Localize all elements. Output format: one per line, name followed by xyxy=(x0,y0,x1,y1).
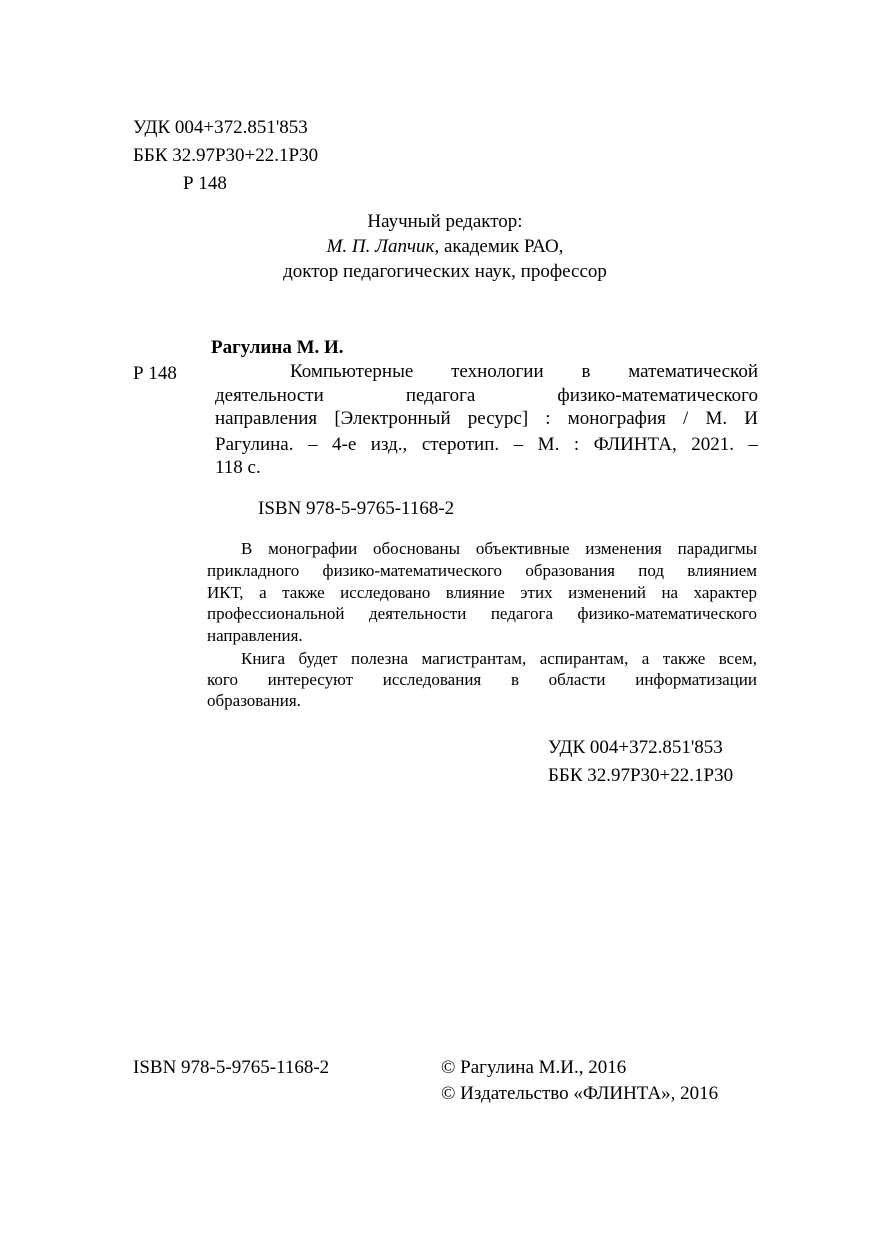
bib-line-4: Рагулина. – 4-е изд., стеротип. – М. : ФЛИНТА, 2021. – xyxy=(215,434,758,455)
footer-isbn: ISBN 978-5-9765-1168-2 xyxy=(133,1057,330,1078)
bbk-code: ББК 32.97Р30+22.1Р30 xyxy=(133,145,319,166)
editor-heading: Научный редактор: xyxy=(367,211,523,232)
bbk-code-repeat: ББК 32.97Р30+22.1Р30 xyxy=(548,765,734,786)
annotation-p2-line-3: образования. xyxy=(207,691,301,710)
editor-name-line xyxy=(250,236,640,258)
bib-line-1: Компьютерные технологии в математической xyxy=(290,361,758,382)
bib-line-3: направления [Электронный ресурс] : монография / М. И xyxy=(215,408,758,429)
bib-line-2: деятельности педагога физико-математического xyxy=(215,385,758,406)
bib-author: Рагулина М. И. xyxy=(211,337,344,358)
annotation-p1-line-1: В монографии обоснованы объективные изменения парадигмы xyxy=(241,539,757,558)
udk-code: УДК 004+372.851'853 xyxy=(133,117,308,138)
annotation-p1-line-5: направления. xyxy=(207,626,303,645)
author-sign: Р 148 xyxy=(183,173,227,194)
annotation-p1-line-4: профессиональной деятельности педагога физико-математического xyxy=(207,604,757,623)
editor-degree: доктор педагогических наук, профессор xyxy=(283,261,607,282)
bib-author-sign: Р 148 xyxy=(133,363,177,384)
annotation-p1-line-2: прикладного физико-математического образования под влиянием xyxy=(207,561,757,580)
bib-line-5: 118 с. xyxy=(215,457,261,478)
annotation-p1-line-3: ИКТ, а также исследовано влияние этих изменений на характер xyxy=(207,583,757,602)
editor-title: , академик РАО, xyxy=(434,236,564,257)
copyright-author: © Рагулина М.И., 2016 xyxy=(441,1057,627,1078)
annotation-p2-line-2: кого интересуют исследования в области информатизации xyxy=(207,670,757,689)
udk-code-repeat: УДК 004+372.851'853 xyxy=(548,737,723,758)
copyright-publisher: © Издательство «ФЛИНТА», 2016 xyxy=(441,1083,719,1104)
bib-isbn: ISBN 978-5-9765-1168-2 xyxy=(258,498,455,519)
editor-name: М. П. Лапчик xyxy=(326,236,435,257)
annotation-p2-line-1: Книга будет полезна магистрантам, аспирантам, а также всем, xyxy=(241,649,757,668)
